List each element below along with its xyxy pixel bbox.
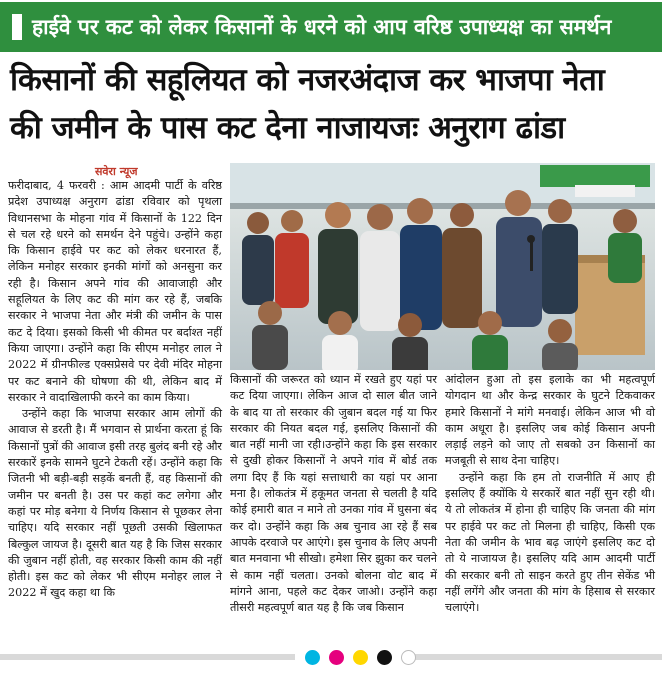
kicker-bar (0, 2, 662, 52)
article-column-left (8, 178, 222, 602)
paragraph: फरीदाबाद, 4 फरवरी : आम आदमी पार्टी के वरिष्ठ प्रदेश उपाध्यक्ष अनुराग ढांडा रविवार को पृथला विधानसभा के मोहना गांव में किसानों के 122 दिन से चल रहे धरने को समर्थन देने पहुंचे। उन्होंने कहा कि किसान हाईवे पर कट को लेकर धरनारत हैं, लेकिन मनोहर सरकार इनकी मांगों को अनसुना कर रही है। किसान अपने गांव की आवाजाही और सहूलियत के लिए कट की मांग कर रहे हैं, जबकि सरकार ने भाजपा नेता और मंत्री की जमीन के पास कट दे दिया। इसको किसी भी कीमत पर बर्दाश्त नहीं किया जाएगा। उन्होंने कहा कि सीएम मनोहर लाल ने 2022 में ग्रीनफील्ड एक्सप्रेसवे पर देवी मंदिर मोहना पर कट बनाने की घोषणा की थी, लेकिन बाद में सरकार ने वादाखिलाफी करने का काम किया। (8, 179, 222, 404)
headline-line-1: किसानों की सहूलियत को नजरअंदाज कर भाजपा नेता (10, 62, 605, 98)
registration-dot-magenta (329, 650, 344, 665)
kicker-marker (12, 14, 22, 40)
paragraph: आंदोलन हुआ तो इस इलाके का भी महत्वपूर्ण योगदान था और केन्द्र सरकार के घुटने टिकवाकर हमारे किसानों ने मांगे मनवाई। लेकिन आज भी वो काम अधूरा है। इसलिए जब कोई किसान अपनी लड़ाई लड़ने को जाए तो सबको उन किसानों का मजबूती से साथ देना चाहिए। (445, 373, 655, 468)
bottom-rule-right (410, 654, 662, 660)
registration-dot-yellow (353, 650, 368, 665)
bottom-rule-left (0, 654, 295, 660)
news-photo (230, 163, 655, 370)
photo-illustration (230, 163, 655, 370)
registration-dot-cyan (305, 650, 320, 665)
registration-dot-black (377, 650, 392, 665)
registration-dots (305, 650, 416, 665)
paragraph: उन्होंने कहा कि भाजपा सरकार आम लोगों की आवाज से डरती है। मैं भगवान से प्रार्थना करता हूं कि किसानों पुत्रों की आवाज इसी तरह बुलंद बनी रहे और सरकारें इनके सामने घुटने टेकती रहें। उन्होंने कहा कि जितनी भी बड़ी-बड़ी सड़कें बनती हैं, वह किसानों की जमीन पर बनती है। उस पर कहां कट लगेगा और कहां पर मोड़ बनेगा ये निर्णय किसान से पूछकर लेना चाहिए। यदि सरकार नहीं पूछती उसकी खिलाफत बिल्कुल जायज है। दूसरी बात यह है कि जिस सरकार की जुबान नहीं होती, वह सरकार किसी काम की नहीं होती। इस कट को लेकर भी सीएम मनोहर लाल ने 2022 में खुद कहा था कि (8, 407, 222, 600)
registration-dot-white (401, 650, 416, 665)
headline (10, 56, 655, 152)
article-column-right (445, 372, 655, 616)
article-column-middle (230, 372, 437, 616)
headline-line-2: की जमीन के पास कट देना नाजायजः अनुराग ढांडा (10, 110, 565, 146)
paragraph: उन्होंने कहा कि हम तो राजनीति में आए ही इसलिए हैं क्योंकि ये सरकारें बात नहीं सुन रही थी। ये तो लोकतंत्र में होना ही चाहिए कि जनता की मांग पर हाईवे पर कट तो मिलना ही चाहिए, किसी एक नेता की जमीन के भाव बढ़ जाएंगे इसलिए कट दो तो ये नाजायज है। इसलिए यदि आम आदमी पार्टी की सरकार बनी तो साइन करते हुए तीन सेकेंड भी नहीं लगेंगे और जनता की मांग के हिसाब से सरकार चलाएंगे। (445, 470, 655, 615)
byline: सवेरा न्यूज (95, 165, 138, 178)
kicker-text: हाईवे पर कट को लेकर किसानों के धरने को आप वरिष्ठ उपाध्यक्ष का समर्थन (32, 15, 612, 39)
paragraph: किसानों की जरूरत को ध्यान में रखते हुए यहां पर कट दिया जाएगा। लेकिन आज दो साल बीत जाने के बाद या तो सरकार की जुबान बदल गई या फिर सरकार की नियत बदल गई, इसलिए किसानों की बात नहीं मानी जा रही।उन्होंने कहा कि इस सरकार से दुखी होकर किसानों ने अपने गांव में बोर्ड तक लगा दिए हैं कि यहां सत्ताधारी का यहां पर आना मना है। लोकतंत्र में हकूमत जनता से चलती है यदि कोई हमारी बात न माने तो उनका गांव में घुसना बंद कर दो। उन्होंने कहा कि अब चुनाव आ रहे हैं सब आपके दरवाजे पर आएंगे। इस चुनाव के लिए अपनी बात मनवाना भी सीखो। हमेशा सिर झुका कर चलने से काम नहीं चलता। उनको बोलना वोट बाद में मांगने आना, पहले कट देकर जाओ। उन्होंने कहा तीसरी महत्वपूर्ण बात यह है कि जब किसान (230, 373, 437, 615)
